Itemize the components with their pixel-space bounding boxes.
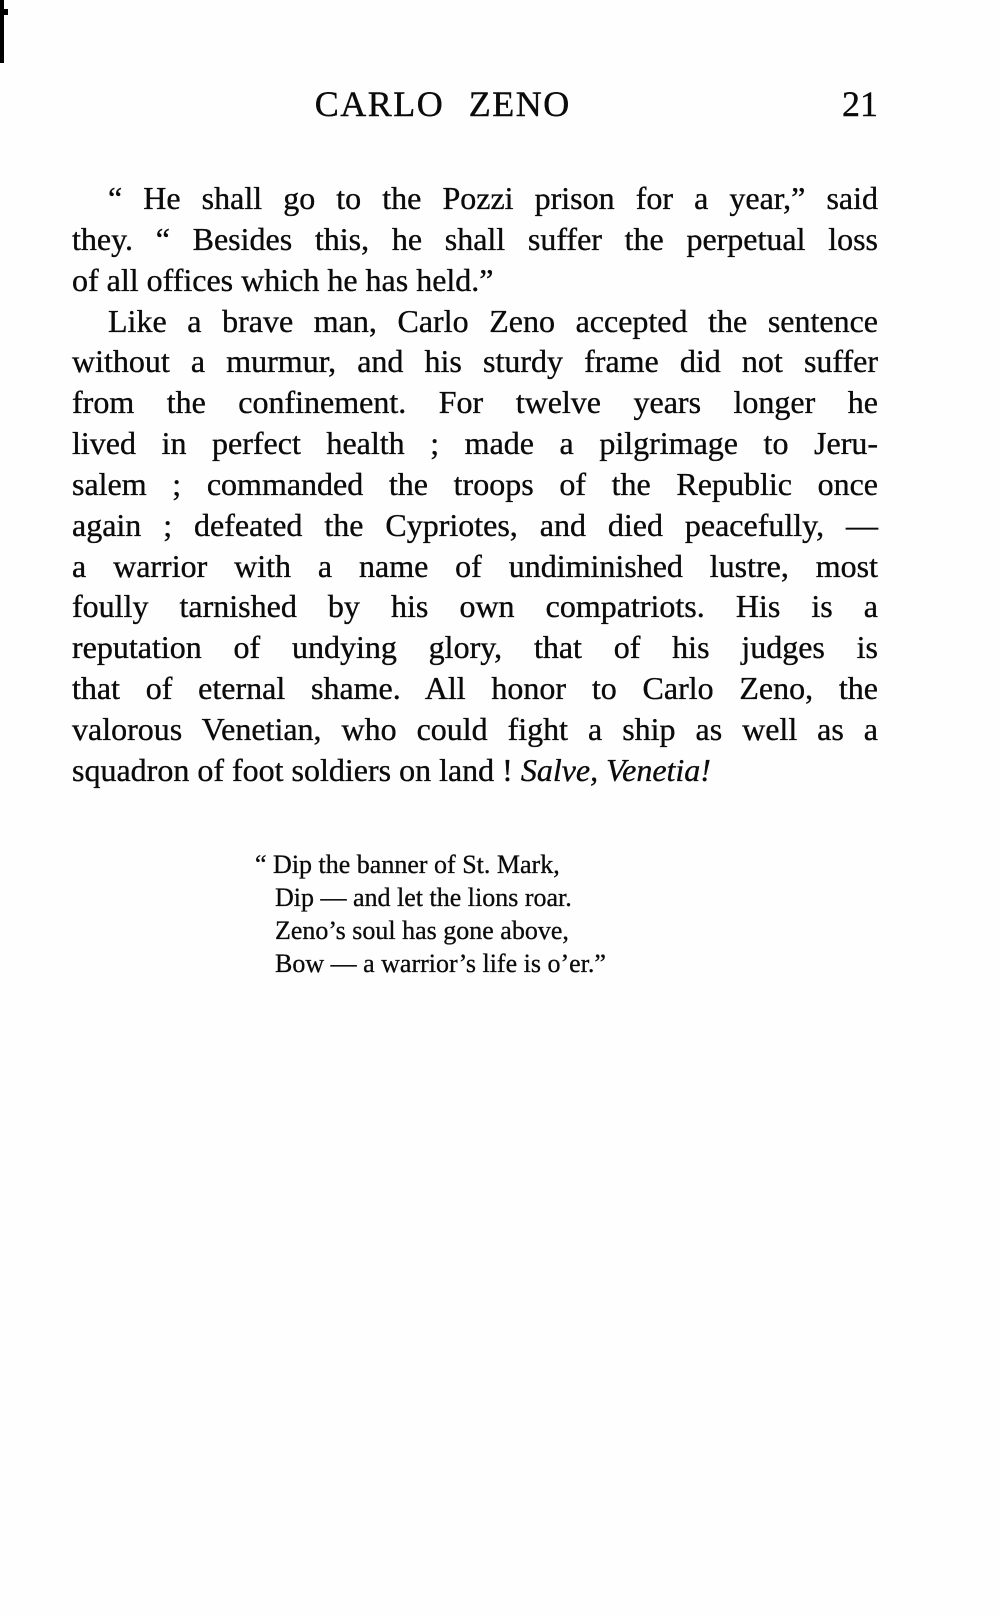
verse-quote [255,848,715,980]
body-text-line: again ; defeated the Cypriotes, and died peacefully, — [72,506,878,543]
body-text-line: that of eternal shame. All honor to Carlo Zeno, the [72,670,878,707]
body-text-line: they. “ Besides this, he shall suffer the perpetual loss [72,220,878,257]
body-text-line: a warrior with a name of undiminished lustre, most [72,547,878,584]
body-text-line: Like a brave man, Carlo Zeno accepted the sentence [108,302,878,339]
italic-exclamation: Salve, Venetia! [520,751,711,788]
page-number: 21 [842,84,878,124]
body-text [72,178,878,791]
verse-line: Dip — and let the lions roar. [275,883,572,912]
body-text-line: reputation of undying glory, that of his judges is [72,629,878,666]
body-text-line: lived in perfect health ; made a pilgrimage to Jeru- [72,425,878,462]
body-text-line: valorous Venetian, who could fight a ship as well as a [72,710,878,747]
running-head [72,84,878,130]
body-text-line: without a murmur, and his sturdy frame did not suffer [72,343,878,380]
verse-line: Zeno’s soul has gone above, [275,916,569,945]
verse-line: “ Dip the banner of St. Mark, [255,850,560,879]
verse-line: Bow — a warrior’s life is o’er.” [275,949,606,978]
body-text-line: “ He shall go to the Pozzi prison for a year,” said [108,180,878,216]
body-text-segment: squadron of foot soldiers on land ! [72,751,521,788]
chapter-title: CARLO ZENO [314,84,571,124]
scan-artifact-nub [0,9,8,15]
body-text-line: from the confinement. For twelve years longer he [72,384,878,421]
body-text-line: salem ; commanded the troops of the Republic once [72,465,878,502]
body-text-line: of all offices which he has held.” [72,261,494,298]
body-text-line: foully tarnished by his own compatriots. His is a [72,588,878,625]
body-text-line [72,750,878,791]
